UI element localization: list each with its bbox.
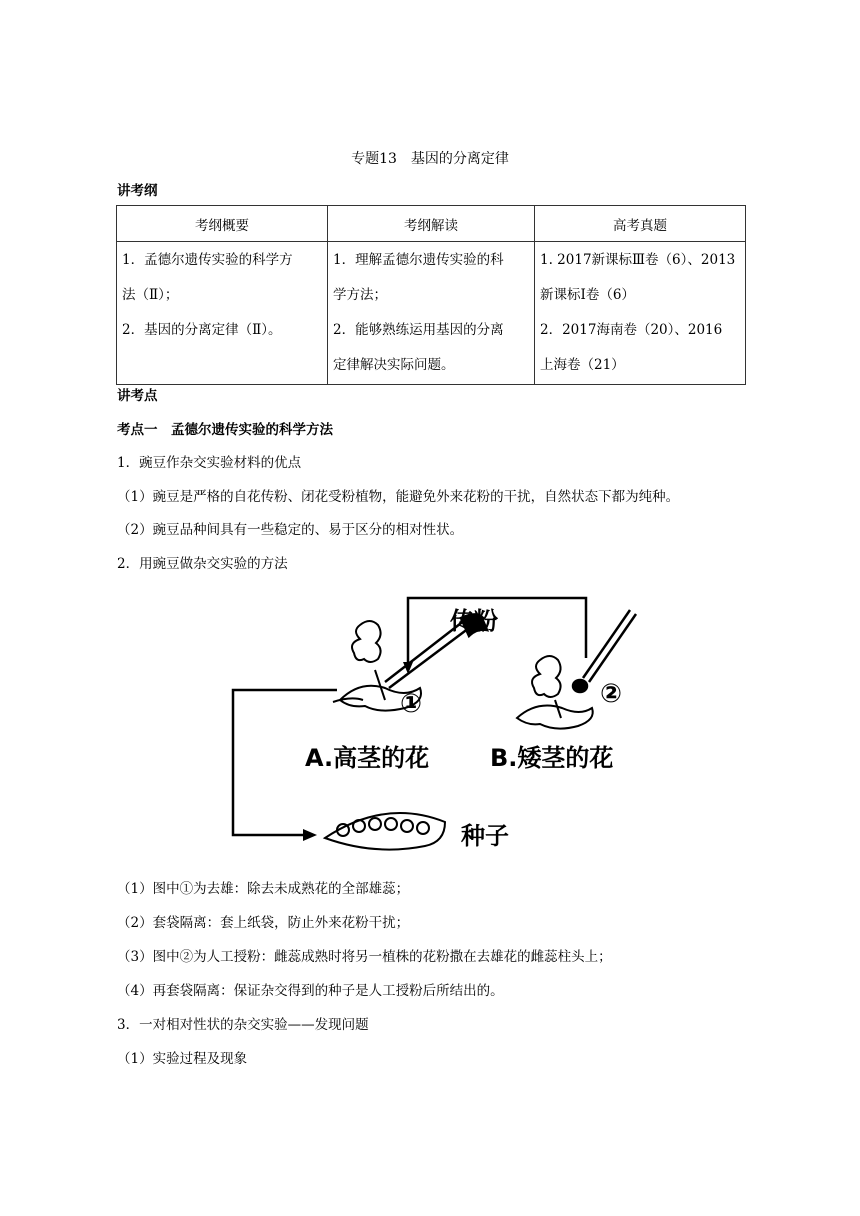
- table-cell-exam-questions: [535, 242, 746, 385]
- pea-crossing-figure: [225, 590, 645, 865]
- paragraph: 1．豌豆作杂交实验材料的优点: [117, 455, 302, 471]
- paragraph: （1）图中①为去雄：除去未成熟花的全部雄蕊；: [117, 881, 410, 897]
- paragraph: （2）套袋隔离：套上纸袋，防止外来花粉干扰；: [117, 915, 410, 931]
- cell-line: 1. 2017新课标Ⅲ卷（6）、2013: [540, 252, 736, 268]
- document-title: 专题13 基因的分离定律: [351, 151, 509, 167]
- syllabus-table: [116, 205, 746, 385]
- section-heading-points: 讲考点: [117, 388, 158, 404]
- cell-line: 法（Ⅱ）；: [122, 287, 179, 303]
- point-heading: 考点一 孟德尔遗传实验的科学方法: [117, 422, 333, 438]
- cell-line: 新课标Ⅰ卷（6）: [540, 287, 635, 303]
- paragraph: （2）豌豆品种间具有一些稳定的、易于区分的相对性状。: [117, 522, 464, 538]
- pea-pod-icon: [325, 813, 445, 850]
- cell-line: 定律解决实际问题。: [333, 357, 455, 373]
- section-heading-outline: 讲考纲: [117, 183, 158, 199]
- paragraph: （1）豌豆是严格的自花传粉、闭花受粉植物，能避免外来花粉的干扰，自然状态下都为纯种。: [117, 489, 680, 505]
- cell-line: 2．能够熟练运用基因的分离: [333, 322, 504, 338]
- mark-1: ①: [400, 689, 423, 719]
- table-cell-summary: [117, 242, 328, 385]
- mark-2: ②: [600, 679, 623, 709]
- table-header-cell: 高考真题: [535, 206, 746, 242]
- cell-line: 学方法；: [333, 287, 387, 303]
- table-row: [117, 242, 746, 385]
- label-tall-flower: A.高茎的花: [305, 744, 430, 772]
- paragraph: 3．一对相对性状的杂交实验——发现问题: [117, 1017, 369, 1033]
- table-header-cell: 考纲解读: [328, 206, 535, 242]
- cell-line: 2．基因的分离定律（Ⅱ）。: [122, 322, 282, 338]
- label-seed: 种子: [461, 822, 509, 850]
- cell-line: 2．2017海南卷（20）、2016: [540, 322, 723, 338]
- paragraph: 2．用豌豆做杂交实验的方法: [117, 556, 288, 572]
- cell-line: 1．孟德尔遗传实验的科学方: [122, 252, 293, 268]
- cell-line: 1．理解孟德尔遗传实验的科: [333, 252, 504, 268]
- table-cell-interpretation: [328, 242, 535, 385]
- table-header-row: [117, 206, 746, 242]
- arrow-head: [303, 829, 317, 841]
- paragraph: （1）实验过程及现象: [117, 1051, 248, 1067]
- label-pollination: 传粉: [450, 607, 498, 635]
- paragraph: （4）再套袋隔离：保证杂交得到的种子是人工授粉后所结出的。: [117, 983, 504, 999]
- table-header-cell: 考纲概要: [117, 206, 328, 242]
- label-short-flower: B.矮茎的花: [490, 744, 614, 772]
- paragraph: （3）图中②为人工授粉：雌蕊成熟时将另一植株的花粉撒在去雄花的雌蕊柱头上；: [117, 949, 612, 965]
- cell-line: 上海卷（21）: [540, 357, 625, 373]
